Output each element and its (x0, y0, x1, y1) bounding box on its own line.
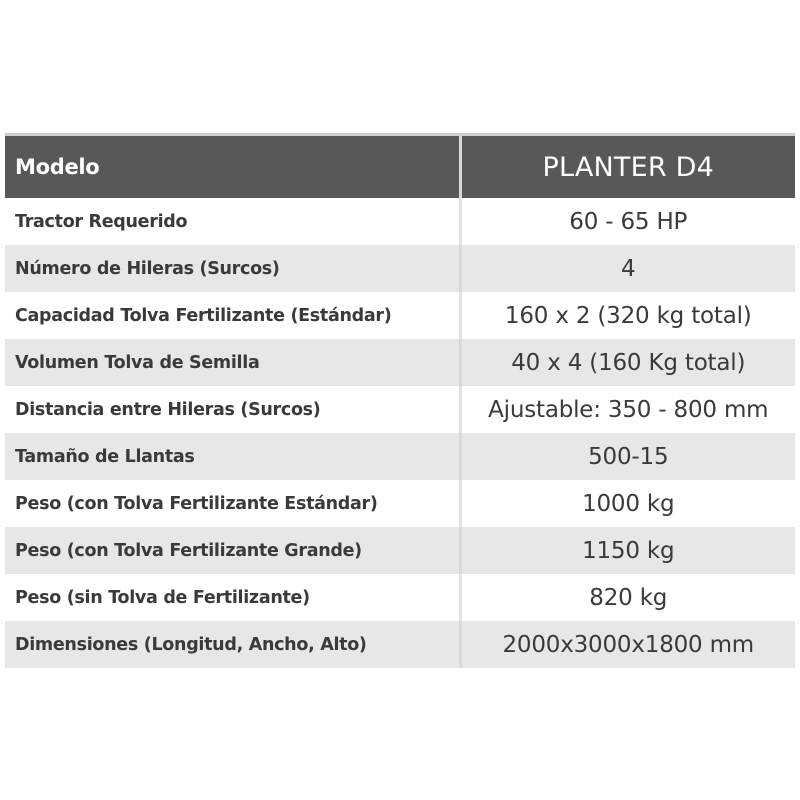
row-label: Peso (con Tolva Fertilizante Grande) (5, 527, 460, 574)
row-label: Dimensiones (Longitud, Ancho, Alto) (5, 621, 460, 668)
table-row (5, 386, 795, 433)
row-label: Tractor Requerido (5, 198, 460, 245)
row-value: 160 x 2 (320 kg total) (460, 292, 795, 339)
row-value: 40 x 4 (160 Kg total) (460, 339, 795, 386)
row-label: Número de Hileras (Surcos) (5, 245, 460, 292)
table-row (5, 292, 795, 339)
row-value: 1150 kg (460, 527, 795, 574)
header-model-name: PLANTER D4 (460, 135, 795, 199)
spec-table (5, 133, 795, 668)
table-row (5, 245, 795, 292)
row-value: 1000 kg (460, 480, 795, 527)
table-row (5, 574, 795, 621)
row-label: Peso (sin Tolva de Fertilizante) (5, 574, 460, 621)
table-row (5, 527, 795, 574)
table-row (5, 433, 795, 480)
row-value: 4 (460, 245, 795, 292)
table-row (5, 198, 795, 245)
row-label: Capacidad Tolva Fertilizante (Estándar) (5, 292, 460, 339)
row-label: Peso (con Tolva Fertilizante Estándar) (5, 480, 460, 527)
row-value: Ajustable: 350 - 800 mm (460, 386, 795, 433)
row-label: Tamaño de Llantas (5, 433, 460, 480)
row-value: 60 - 65 HP (460, 198, 795, 245)
row-label: Volumen Tolva de Semilla (5, 339, 460, 386)
table-row (5, 480, 795, 527)
table-header-row (5, 135, 795, 199)
row-label: Distancia entre Hileras (Surcos) (5, 386, 460, 433)
row-value: 500-15 (460, 433, 795, 480)
row-value: 2000x3000x1800 mm (460, 621, 795, 668)
table-row (5, 621, 795, 668)
row-value: 820 kg (460, 574, 795, 621)
table-row (5, 339, 795, 386)
header-label: Modelo (5, 135, 460, 199)
